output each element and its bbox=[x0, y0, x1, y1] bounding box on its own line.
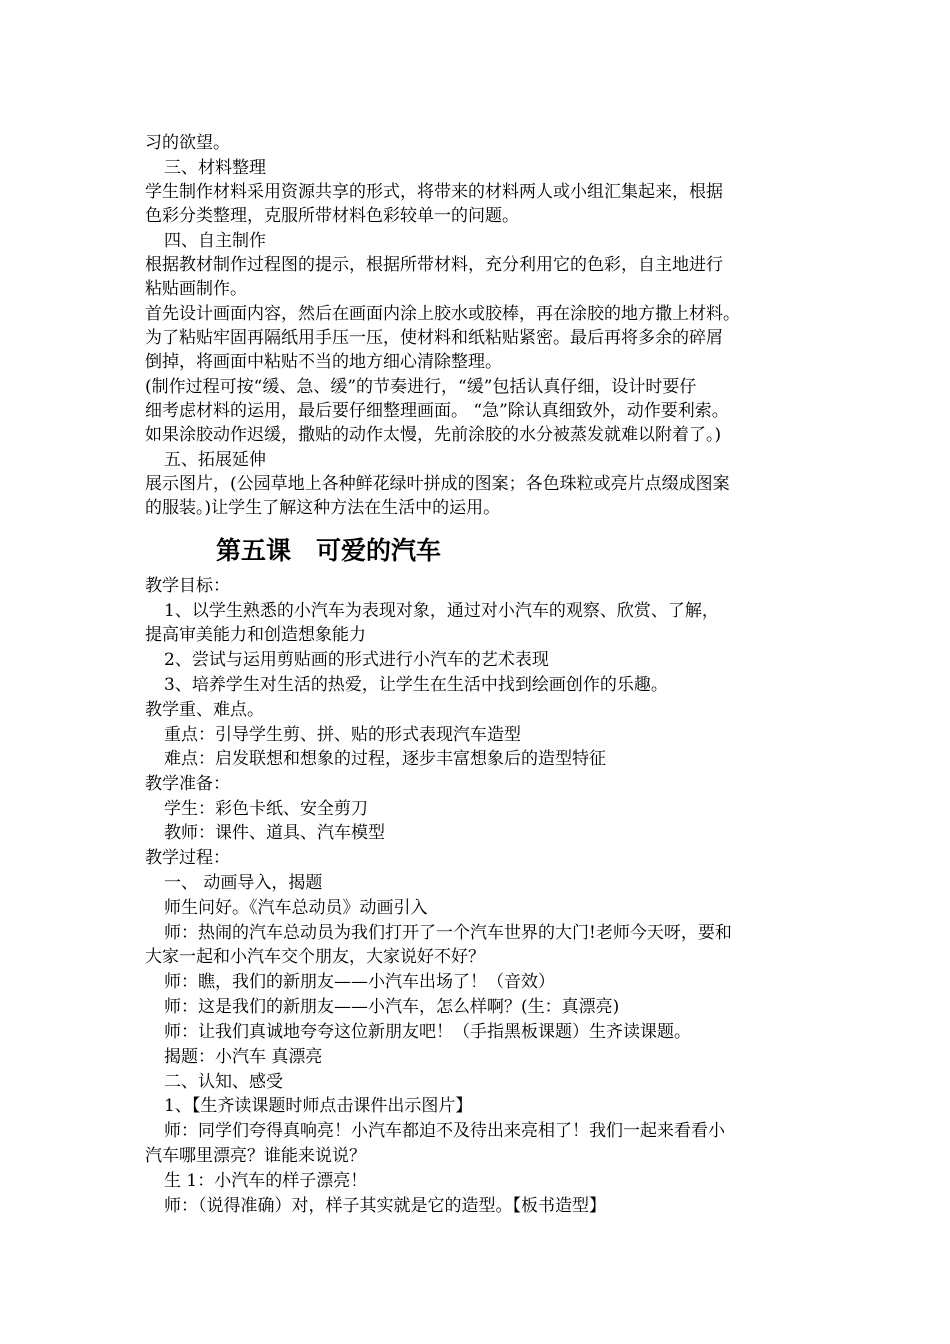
section-heading: 教学准备： bbox=[145, 774, 230, 794]
text-line: (制作过程可按“缓、急、缓”的节奏进行，“缓”包括认真仔细，设计时要仔 bbox=[145, 377, 697, 397]
text-line: 1、以学生熟悉的小汽车为表现对象，通过对小汽车的观察、欣赏、了解， bbox=[164, 601, 719, 621]
section-heading: 教学目标： bbox=[145, 576, 230, 596]
text-line: 学生制作材料采用资源共享的形式，将带来的材料两人或小组汇集起来，根据 bbox=[145, 182, 723, 202]
text-line: 师生问好。《汽车总动员》动画引入 bbox=[164, 898, 428, 918]
text-line: 为了粘贴牢固再隔纸用手压一压，使材料和纸粘贴紧密。最后再将多余的碎屑 bbox=[145, 328, 723, 348]
text-line: 师：同学们夸得真响亮！小汽车都迫不及待出来亮相了！我们一起来看看小 bbox=[164, 1121, 725, 1141]
text-line: 如果涂胶动作迟缓，撒贴的动作太慢，先前涂胶的水分被蒸发就难以附着了。) bbox=[145, 425, 722, 445]
text-line: 的服装。)让学生了解这种方法在生活中的运用。 bbox=[145, 498, 501, 518]
text-line: 3、培养学生对生活的热爱，让学生在生活中找到绘画创作的乐趣。 bbox=[164, 675, 668, 695]
section-heading: 五、拓展延伸 bbox=[164, 450, 266, 470]
text-line: 教师：课件、道具、汽车模型 bbox=[164, 823, 385, 843]
text-line: 2、尝试与运用剪贴画的形式进行小汽车的艺术表现 bbox=[164, 650, 549, 670]
section-heading: 四、自主制作 bbox=[164, 231, 266, 251]
text-line: 师：让我们真诚地夸夸这位新朋友吧！（手指黑板课题）生齐读课题。 bbox=[164, 1022, 691, 1042]
text-line: 二、认知、感受 bbox=[164, 1072, 283, 1092]
text-line: 倒掉，将画面中粘贴不当的地方细心清除整理。 bbox=[145, 352, 502, 372]
text-line: 根据教材制作过程图的提示，根据所带材料，充分利用它的色彩，自主地进行 bbox=[145, 255, 723, 275]
text-line: 一、 动画导入，揭题 bbox=[164, 873, 323, 893]
text-line: 学生：彩色卡纸、安全剪刀 bbox=[164, 799, 368, 819]
section-heading: 三、材料整理 bbox=[164, 158, 266, 178]
text-line: 大家一起和小汽车交个朋友，大家说好不好？ bbox=[145, 947, 485, 967]
text-line: 色彩分类整理，克服所带材料色彩较单一的问题。 bbox=[145, 206, 519, 226]
text-line: 师：（说得准确）对，样子其实就是它的造型。【板书造型】 bbox=[164, 1196, 606, 1216]
text-line: 揭题：小汽车 真漂亮 bbox=[164, 1047, 323, 1067]
lesson-title: 第五课 可爱的汽车 bbox=[216, 536, 442, 565]
section-heading: 教学重、难点。 bbox=[145, 700, 264, 720]
text-line: 师：瞧，我们的新朋友——小汽车出场了！（音效） bbox=[164, 972, 555, 992]
text-line: 师：这是我们的新朋友——小汽车，怎么样啊？(生：真漂亮) bbox=[164, 997, 620, 1017]
text-line: 师：热闹的汽车总动员为我们打开了一个汽车世界的大门!老师今天呀，要和 bbox=[164, 923, 732, 943]
text-line: 难点：启发联想和想象的过程，逐步丰富想象后的造型特征 bbox=[164, 749, 606, 769]
text-line: 提高审美能力和创造想象能力 bbox=[145, 625, 366, 645]
text-line: 重点：引导学生剪、拼、贴的形式表现汽车造型 bbox=[164, 725, 521, 745]
text-line: 习的欲望。 bbox=[145, 133, 230, 153]
text-line: 粘贴画制作。 bbox=[145, 279, 247, 299]
text-line: 细考虑材料的运用，最后要仔细整理画面。 “急”除认真细致外，动作要利索。 bbox=[145, 401, 729, 421]
text-line: 1、【生齐读课题时师点击课件出示图片】 bbox=[164, 1096, 473, 1116]
text-line: 生 1：小汽车的样子漂亮！ bbox=[164, 1171, 368, 1191]
text-line: 首先设计画面内容，然后在画面内涂上胶水或胶棒，再在涂胶的地方撒上材料。 bbox=[145, 304, 740, 324]
section-heading: 教学过程： bbox=[145, 848, 230, 868]
text-line: 展示图片，(公园草地上各种鲜花绿叶拼成的图案；各色珠粒或亮片点缀成图案 bbox=[145, 474, 730, 494]
text-line: 汽车哪里漂亮？谁能来说说？ bbox=[145, 1146, 366, 1166]
